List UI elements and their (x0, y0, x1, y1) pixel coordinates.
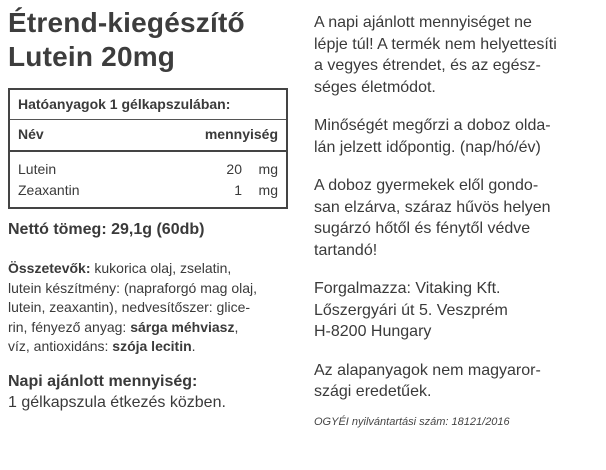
text-line: A napi ajánlott mennyiséget ne (314, 14, 532, 31)
ingredients-list (8, 259, 293, 357)
text-line: H-8200 Hungary (314, 323, 432, 340)
title-line-2: Lutein 20mg (8, 41, 176, 72)
text-line: Forgalmazza: Vitaking Kft. (314, 280, 501, 297)
active-ingredients-table (8, 88, 288, 209)
ingredients-line-1: kukorica olaj, zselatin, (90, 260, 232, 276)
ingredients-label: Összetevők: (8, 260, 91, 276)
right-column (314, 12, 602, 428)
punctuation: . (191, 338, 196, 354)
left-column (8, 6, 293, 413)
text-line: A doboz gyermekek elől gondo- (314, 177, 539, 194)
text-line: lépje túl! A termék nem helyettesíti (314, 35, 557, 53)
row-value: 20 (226, 161, 242, 177)
text-line: tartandó! (314, 241, 378, 259)
storage-paragraph (314, 175, 602, 261)
text-line: séges életmódot. (314, 78, 436, 96)
punctuation: , (234, 318, 239, 335)
table-row (18, 159, 278, 180)
net-weight: Nettó tömeg: 29,1g (60db) (8, 221, 205, 238)
allergen-beeswax: sárga méhviasz (130, 318, 235, 335)
ingredients-line-2: lutein készítmény: (napraforgó mag olaj, (8, 279, 258, 296)
dose-label: Napi ajánlott mennyiség: (8, 372, 198, 390)
text-line: Minőségét megőrzi a doboz olda- (314, 117, 551, 134)
row-name: Zeaxantin (18, 182, 80, 198)
product-title (8, 6, 293, 74)
column-amount: mennyiség (204, 126, 278, 142)
table-body (10, 152, 286, 207)
ingredients-line-4: rin, fényező anyag: (8, 318, 131, 335)
row-unit: mg (258, 182, 278, 198)
row-name: Lutein (18, 161, 57, 177)
table-row (18, 180, 278, 201)
ingredients-line-3: lutein, zeaxantin), nedvesítőszer: glice- (8, 299, 251, 315)
ingredients-line-5: víz, antioxidáns: (8, 338, 113, 354)
dose-text: 1 gélkapszula étkezés közben. (8, 393, 226, 411)
daily-dose (8, 371, 293, 413)
column-name: Név (18, 126, 44, 142)
storage-date-paragraph (314, 115, 602, 158)
text-line: Az alapanyagok nem magyaror- (314, 361, 541, 379)
distributor-paragraph (314, 278, 602, 343)
text-line: szági eredetűek. (314, 383, 432, 400)
text-line: lán jelzett időpontig. (nap/hó/év) (314, 138, 541, 156)
row-unit: mg (258, 161, 278, 177)
title-line-1: Étrend-kiegészítő (8, 7, 245, 38)
origin-paragraph (314, 360, 602, 403)
registration-number: OGYÉI nyilvántartási szám: 18121/2016 (314, 415, 510, 428)
table-header: Hatóanyagok 1 gélkapszulában: (10, 90, 286, 120)
text-line: a vegyes étrendet, és az egész- (314, 57, 541, 74)
row-amount (214, 159, 278, 180)
text-line: sugárzó hőtől és fénytől védve (314, 220, 531, 237)
row-value: 1 (234, 182, 242, 198)
table-column-headers (10, 120, 286, 152)
text-line: Lőszergyári út 5. Veszprém (314, 301, 508, 319)
warning-paragraph (314, 12, 602, 98)
allergen-soy-lecithin: szója lecitin (112, 338, 192, 354)
row-amount (214, 180, 278, 201)
text-line: san elzárva, száraz hűvös helyen (314, 198, 551, 216)
